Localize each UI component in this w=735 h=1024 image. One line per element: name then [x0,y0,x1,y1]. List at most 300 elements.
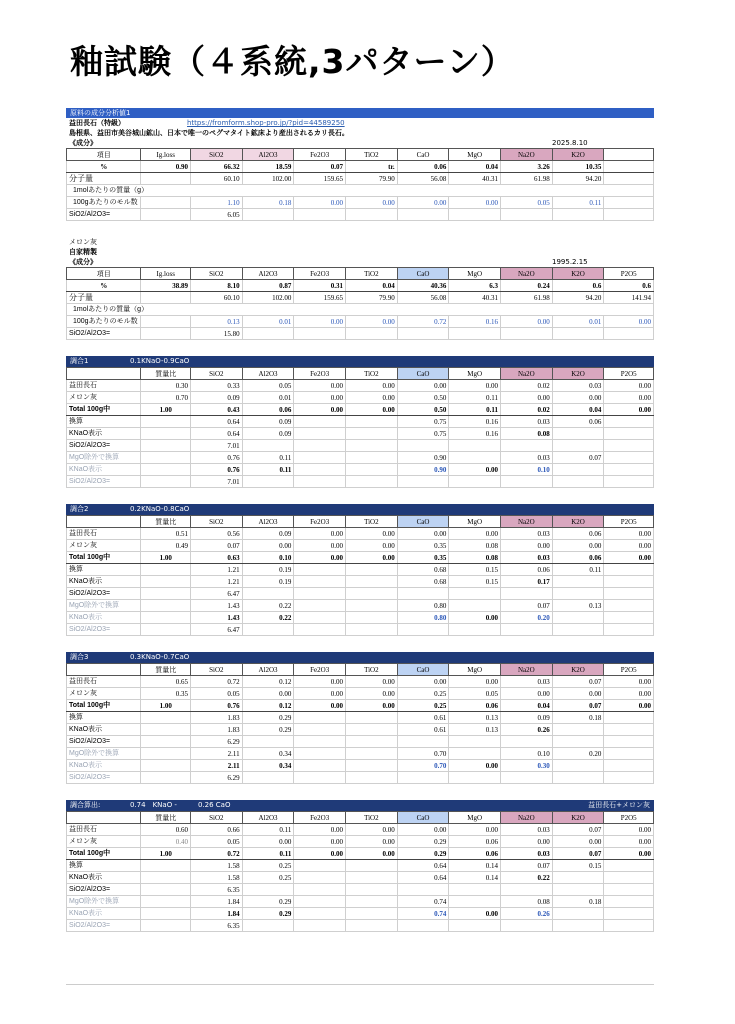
header-cell: SiO2 [191,516,243,528]
value-cell: 0.29 [242,724,294,736]
value-cell [604,612,654,624]
value-cell: 0.00 [449,908,501,920]
table-row [67,624,654,636]
row-label: KNaO表示 [67,576,141,588]
value-cell [294,476,346,488]
value-cell: 0.34 [242,760,294,772]
header-cell: Fe2O3 [294,268,346,280]
value-cell [346,612,398,624]
header-cell: K2O [552,664,604,676]
value-cell [397,920,449,932]
value-cell: 0.00 [294,197,346,209]
table-row [67,724,654,736]
value-cell [141,612,191,624]
header-cell: CaO [397,664,449,676]
empty-cell [294,209,346,221]
header-cell: Fe2O3 [294,664,346,676]
value-cell [604,161,654,173]
value-cell [397,440,449,452]
value-cell: 1.83 [191,724,243,736]
value-cell: 0.00 [346,824,398,836]
value-cell [141,920,191,932]
value-cell [294,748,346,760]
value-cell: 0.34 [242,748,294,760]
value-cell: 0.00 [346,688,398,700]
value-cell [604,724,654,736]
value-cell: 159.65 [294,173,346,185]
value-cell: 1.21 [191,564,243,576]
row-label: メロン灰 [67,688,141,700]
value-cell: 61.98 [501,173,553,185]
empty-cell [604,209,654,221]
value-cell [141,173,191,185]
value-cell: 102.00 [242,173,294,185]
value-cell: 0.11 [552,197,604,209]
table-row [67,884,654,896]
table-row [67,588,654,600]
value-cell [552,760,604,772]
header-cell: K2O [552,268,604,280]
value-cell [141,576,191,588]
value-cell [141,624,191,636]
value-cell [604,197,654,209]
header-cell: Na2O [501,368,553,380]
row-label: KNaO表示 [67,724,141,736]
header-cell [67,664,141,676]
value-cell [242,920,294,932]
value-cell [552,428,604,440]
table-row [67,404,654,416]
value-cell: 0.00 [604,688,654,700]
value-cell [397,624,449,636]
value-cell: 0.05 [191,688,243,700]
value-cell: 0.22 [242,612,294,624]
value-cell: 0.07 [552,824,604,836]
empty-cell [604,328,654,340]
header-cell: Na2O [501,149,553,161]
value-cell [552,724,604,736]
header-row [67,516,654,528]
value-cell: 0.19 [242,576,294,588]
value-cell: 0.00 [604,380,654,392]
value-cell [552,464,604,476]
value-cell: 0.00 [346,380,398,392]
value-cell: 0.00 [346,528,398,540]
value-cell: 0.00 [294,824,346,836]
table-row [67,860,654,872]
value-cell [294,712,346,724]
mix-title: 調合2 [70,505,89,513]
value-cell [604,588,654,600]
empty-cell [141,328,191,340]
value-cell: 0.00 [501,836,553,848]
page-title: 釉試験（４系統,3パターン） [70,42,515,81]
empty-cell [449,328,501,340]
value-cell: 0.00 [604,404,654,416]
value-cell [294,588,346,600]
value-cell: 7.01 [191,476,243,488]
value-cell: 0.6 [552,280,604,292]
value-cell [242,884,294,896]
melon-table [66,267,654,340]
value-cell [294,624,346,636]
value-cell [449,772,501,784]
value-cell: 0.72 [191,676,243,688]
table-row [67,428,654,440]
value-cell [346,736,398,748]
value-cell [604,624,654,636]
feldspar-description: 島根県、益田市美谷城山鉱山、日本で唯一のペグマタイト鉱床より産出されるカリ長石。 [69,129,349,137]
row-label: SiO2/Al2O3= [67,920,141,932]
value-cell: 2.11 [191,760,243,772]
mix-header [66,356,654,367]
mix-subtitle: 0.74 KNaO - 0.26 CaO [130,801,231,809]
value-cell [552,772,604,784]
value-cell [294,564,346,576]
value-cell: 0.00 [501,392,553,404]
feldspar-table [66,148,654,221]
empty-cell [397,328,449,340]
mass-label-row [67,185,654,197]
mix-title: 調合3 [70,653,89,661]
value-cell [294,920,346,932]
value-cell: 0.50 [397,404,449,416]
row-label: KNaO表示 [67,612,141,624]
value-cell [604,476,654,488]
row-label: SiO2/Al2O3= [67,588,141,600]
mix-table [66,515,654,636]
value-cell: 0.00 [294,848,346,860]
mass-label-row [67,304,654,316]
table-row [67,908,654,920]
value-cell: 0.00 [501,688,553,700]
value-cell: 2.11 [191,748,243,760]
value-cell: 0.30 [501,760,553,772]
mix-title: 調合1 [70,357,89,365]
mix-title: 調合算出: [70,801,101,809]
header-cell: Al2O3 [242,516,294,528]
value-cell [294,600,346,612]
value-cell: 0.13 [449,712,501,724]
value-cell: 1.43 [191,612,243,624]
value-cell [604,920,654,932]
value-cell [242,736,294,748]
value-cell [346,712,398,724]
value-cell: 0.14 [449,872,501,884]
row-label: SiO2/Al2O3= [67,328,141,340]
value-cell: 40.36 [397,280,449,292]
value-cell: 0.03 [552,380,604,392]
value-cell: 0.00 [604,700,654,712]
row-label: 益田長石 [67,676,141,688]
value-cell [141,748,191,760]
value-cell [604,772,654,784]
empty-cell [449,209,501,221]
row-label: MgO除外で換算 [67,600,141,612]
value-cell [294,440,346,452]
value-cell [501,440,553,452]
table-row [67,380,654,392]
row-label: SiO2/Al2O3= [67,440,141,452]
value-cell: 1.21 [191,576,243,588]
value-cell: 0.25 [397,688,449,700]
value-cell: 0.25 [397,700,449,712]
header-cell: CaO [397,149,449,161]
value-cell [294,908,346,920]
value-cell: 0.35 [141,688,191,700]
header-cell [604,149,654,161]
percent-row [67,280,654,292]
header-cell: Al2O3 [242,268,294,280]
header-cell [67,812,141,824]
table-row [67,700,654,712]
empty-cell [346,209,398,221]
feldspar-date: 2025.8.10 [552,139,588,147]
header-row [67,368,654,380]
value-cell [141,564,191,576]
value-cell: 6.47 [191,624,243,636]
value-cell: 159.65 [294,292,346,304]
table-row [67,920,654,932]
header-cell: CaO [397,812,449,824]
value-cell [552,476,604,488]
value-cell [604,440,654,452]
value-cell: 0.29 [242,712,294,724]
value-cell: 0.18 [552,896,604,908]
value-cell: 0.00 [449,760,501,772]
value-cell: 0.00 [397,676,449,688]
feldspar-name-row [66,118,654,128]
value-cell: 0.09 [242,428,294,440]
value-cell: 0.07 [501,600,553,612]
value-cell: 0.16 [449,428,501,440]
value-cell [346,576,398,588]
value-cell: 0.15 [449,564,501,576]
header-cell: TiO2 [346,149,398,161]
row-label: 分子量 [67,173,141,185]
header-cell: Fe2O3 [294,149,346,161]
value-cell: 0.18 [552,712,604,724]
value-cell: 0.25 [242,872,294,884]
empty-cell [397,209,449,221]
value-cell: 7.01 [191,440,243,452]
ratio-value: 15.80 [191,328,243,340]
header-cell: K2O [552,516,604,528]
value-cell: 0.03 [501,676,553,688]
header-cell: 質量比 [141,812,191,824]
value-cell: 0.00 [346,197,398,209]
header-cell: Na2O [501,516,553,528]
value-cell: 0.05 [449,688,501,700]
value-cell: 0.20 [501,612,553,624]
value-cell [294,860,346,872]
mix-header [66,504,654,515]
value-cell [604,600,654,612]
value-cell [141,712,191,724]
value-cell: 0.00 [552,688,604,700]
empty-cell [294,328,346,340]
value-cell: 0.00 [449,380,501,392]
row-label: 100gあたりのモル数 [67,316,141,328]
value-cell [501,476,553,488]
row-label: KNaO表示 [67,428,141,440]
value-cell [552,884,604,896]
value-cell [552,920,604,932]
value-cell: 0.10 [501,464,553,476]
value-cell [346,624,398,636]
value-cell: 0.18 [242,197,294,209]
value-cell: 0.11 [242,824,294,836]
value-cell: 0.00 [294,540,346,552]
header-row [67,268,654,280]
table-row [67,748,654,760]
value-cell: 0.03 [501,824,553,836]
value-cell: 6.35 [191,920,243,932]
value-cell [449,748,501,760]
value-cell [294,724,346,736]
value-cell: 0.72 [191,848,243,860]
value-cell: 0.00 [604,836,654,848]
value-cell: 1.58 [191,860,243,872]
value-cell: 0.20 [552,748,604,760]
value-cell: 0.19 [242,564,294,576]
value-cell: 0.00 [449,464,501,476]
value-cell [346,600,398,612]
value-cell: 0.61 [397,712,449,724]
value-cell [346,860,398,872]
value-cell: 1.00 [141,552,191,564]
row-label: KNaO表示 [67,872,141,884]
header-cell: K2O [552,149,604,161]
value-cell [501,588,553,600]
mix-subtitle: 0.1KNaO-0.9CaO [130,357,190,365]
value-cell: 0.22 [242,600,294,612]
value-cell: 0.64 [191,428,243,440]
table-row [67,772,654,784]
row-label: Total 100g中 [67,552,141,564]
value-cell: 0.03 [501,528,553,540]
header-cell [67,368,141,380]
row-label: KNaO表示 [67,908,141,920]
value-cell [449,884,501,896]
value-cell [604,564,654,576]
value-cell: 0.00 [346,848,398,860]
header-cell: CaO [397,368,449,380]
table-row [67,392,654,404]
value-cell: 0.07 [552,676,604,688]
value-cell: 0.68 [397,576,449,588]
value-cell: 0.64 [397,872,449,884]
mix-table [66,663,654,784]
table-row [67,848,654,860]
empty-cell [501,209,553,221]
row-label: 益田長石 [67,528,141,540]
value-cell [604,860,654,872]
value-cell: 0.80 [397,600,449,612]
value-cell [346,428,398,440]
value-cell [141,316,191,328]
value-cell [346,588,398,600]
table-row [67,760,654,772]
value-cell: 0.00 [604,528,654,540]
header-cell: Fe2O3 [294,368,346,380]
value-cell: 0.09 [501,712,553,724]
value-cell: tr. [346,161,398,173]
value-cell: 60.10 [191,292,243,304]
value-cell [604,428,654,440]
row-label: SiO2/Al2O3= [67,476,141,488]
value-cell: 0.08 [501,896,553,908]
value-cell: 0.00 [346,404,398,416]
value-cell [346,440,398,452]
value-cell: 0.66 [191,824,243,836]
value-cell [397,476,449,488]
value-cell: 0.06 [552,552,604,564]
value-cell: 0.00 [604,392,654,404]
header-cell: SiO2 [191,812,243,824]
value-cell: 1.43 [191,600,243,612]
value-cell [141,428,191,440]
value-cell: 0.31 [294,280,346,292]
value-cell: 0.00 [294,316,346,328]
value-cell: 0.11 [242,452,294,464]
value-cell: 0.40 [141,836,191,848]
value-cell [604,736,654,748]
value-cell [141,772,191,784]
value-cell: 0.00 [294,392,346,404]
feldspar-name: 益田長石（特級） [69,119,125,127]
value-cell: 0.00 [501,540,553,552]
header-cell: Na2O [501,268,553,280]
header-cell: Al2O3 [242,149,294,161]
value-cell: 0.24 [501,280,553,292]
value-cell: 0.00 [294,700,346,712]
value-cell: 0.13 [552,600,604,612]
value-cell: 0.29 [397,836,449,848]
value-cell [449,600,501,612]
value-cell: 1.10 [191,197,243,209]
value-cell: 0.07 [191,540,243,552]
value-cell: 0.70 [397,748,449,760]
feldspar-link[interactable]: https://fromform.shop-pro.jp/?pid=44589250 [187,119,345,127]
value-cell: 0.00 [604,552,654,564]
value-cell: 1.83 [191,712,243,724]
header-cell: MgO [449,664,501,676]
value-cell: 0.76 [191,700,243,712]
row-label: KNaO表示 [67,464,141,476]
value-cell: 0.63 [191,552,243,564]
value-cell: 79.90 [346,292,398,304]
value-cell: 0.02 [501,380,553,392]
value-cell: 0.00 [449,824,501,836]
value-cell: 56.08 [397,292,449,304]
value-cell [449,452,501,464]
value-cell: 0.11 [242,848,294,860]
value-cell: 0.01 [242,316,294,328]
value-cell [346,872,398,884]
value-cell [141,872,191,884]
row-label: MgO除外で換算 [67,748,141,760]
value-cell: 1.84 [191,896,243,908]
table-row [67,576,654,588]
value-cell: 0.00 [346,552,398,564]
row-label: メロン灰 [67,392,141,404]
value-cell [604,416,654,428]
value-cell [449,440,501,452]
table-row [67,896,654,908]
header-cell: MgO [449,368,501,380]
value-cell [294,760,346,772]
